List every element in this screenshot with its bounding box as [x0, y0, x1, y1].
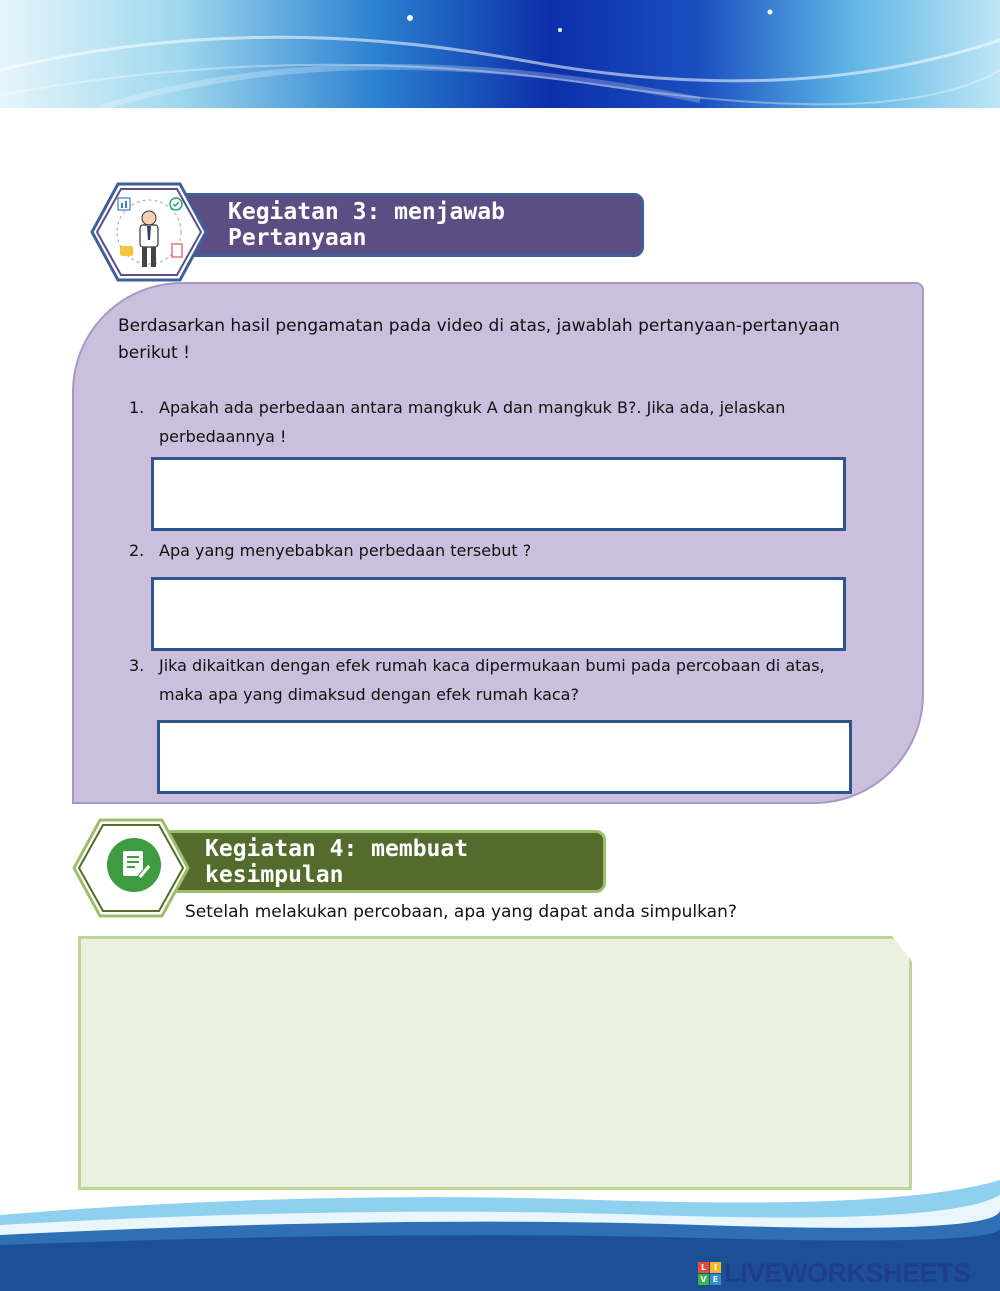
- section3-title: Kegiatan 3: menjawab Pertanyaan: [150, 193, 644, 257]
- logo-text: LIVEWORKSHEETS: [724, 1258, 971, 1288]
- answer-3-input[interactable]: [157, 720, 852, 794]
- question-text: Apakah ada perbedaan antara mangkuk A dan mangkuk B?. Jika ada, jelaskan perbedaannya !: [159, 398, 786, 446]
- answer-1-input[interactable]: [151, 457, 846, 531]
- question-number: 3.: [129, 656, 145, 675]
- answer-2-input[interactable]: [151, 577, 846, 651]
- question-3: [129, 651, 869, 711]
- person-with-charts-icon: [90, 182, 208, 282]
- logo-badge-icon: L I V E: [698, 1262, 721, 1285]
- question-text: Apa yang menyebabkan perbedaan tersebut ?: [159, 541, 532, 560]
- conclusion-input[interactable]: [78, 936, 912, 1190]
- liveworksheets-logo[interactable]: [698, 1258, 971, 1289]
- question-1: [129, 393, 829, 453]
- question-number: 2.: [129, 541, 145, 560]
- header-banner: [0, 0, 1000, 108]
- question-number: 1.: [129, 398, 145, 417]
- section4-title: Kegiatan 4: membuat kesimpulan: [130, 830, 606, 893]
- banner-decoration: [0, 0, 1000, 108]
- section3-intro: Berdasarkan hasil pengamatan pada video di atas, jawablah pertanyaan-pertanyaan berikut !: [118, 316, 840, 363]
- document-edit-icon: [72, 818, 190, 918]
- question-text: Jika dikaitkan dengan efek rumah kaca dipermukaan bumi pada percobaan di atas, maka apa yang dimaksud dengan efek rumah kaca?: [159, 656, 825, 704]
- section4-prompt: Setelah melakukan percobaan, apa yang dapat anda simpulkan?: [185, 902, 737, 922]
- question-2: [129, 536, 829, 566]
